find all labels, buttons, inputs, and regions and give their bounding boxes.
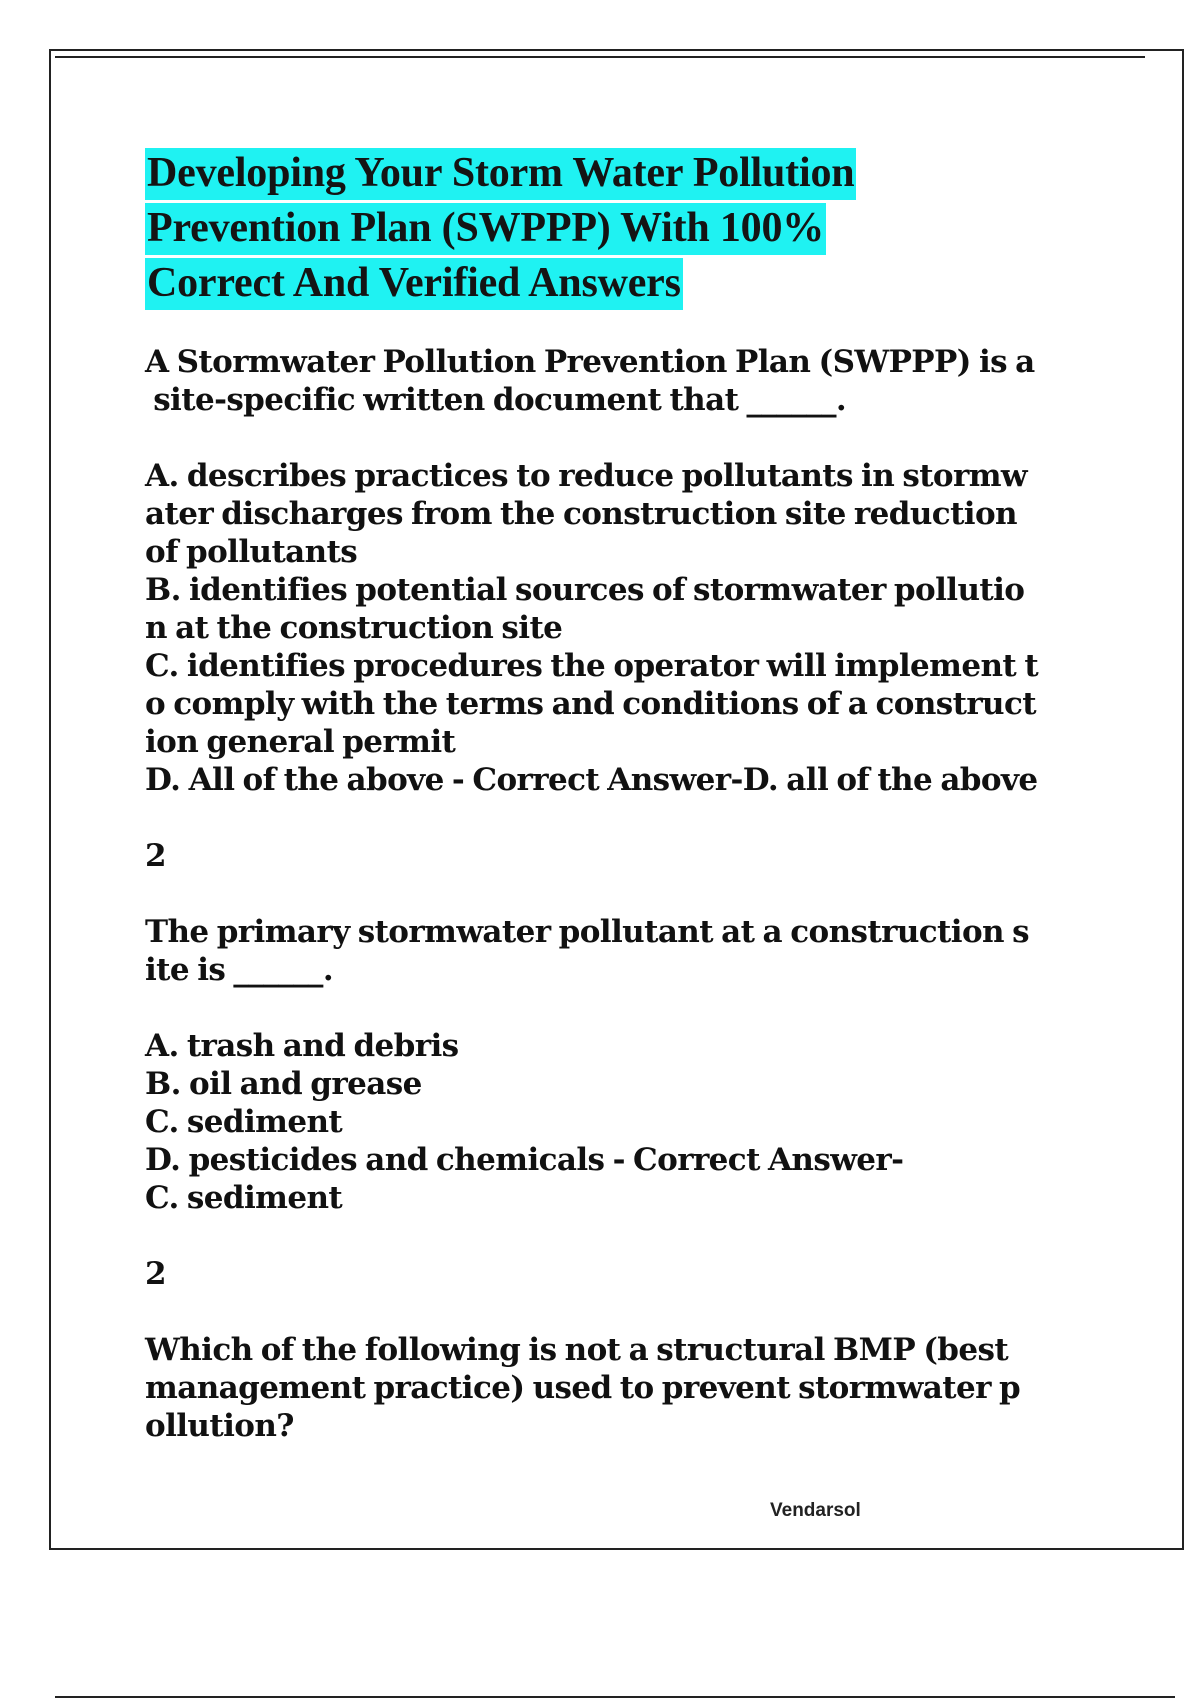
document-title [145,146,1085,311]
question-3-text-line: ollution? [145,1408,294,1444]
question-3-text-line: Which of the following is not a structural BMP (best [145,1332,1009,1368]
question-1-option-line: C. identifies procedures the operator will implement t [145,648,1039,684]
footer-brand: Vendarsol [770,1500,861,1521]
question-1-text-line: A Stormwater Pollution Prevention Plan (SWPPP) is a [145,344,1035,380]
question-1-text-line: site-specific written document that ______. [145,382,847,418]
question-2-text-line: ite is ______. [145,952,334,988]
question-1-option-line: ion general permit [145,724,456,760]
question-1-option-line: A. describes practices to reduce pollutants in stormw [145,458,1028,494]
title-line-1: Developing Your Storm Water Pollution [145,148,856,200]
question-2-answer-line: C. sediment [145,1180,343,1216]
question-1-option-line: of pollutants [145,534,358,570]
question-2-option-line: A. trash and debris [145,1028,459,1064]
question-1-option-line: n at the construction site [145,610,563,646]
question-2-option-line: C. sediment [145,1104,343,1140]
question-1-option-line: ater discharges from the construction site reduction [145,496,1017,532]
document-content [145,146,1085,1445]
question-2-text-line: The primary stormwater pollutant at a construction s [145,914,1029,950]
bottom-rule [55,1696,1175,1698]
title-line-3: Correct And Verified Answers [145,258,683,310]
question-2-points: 2 [145,1256,166,1292]
question-2 [145,913,1085,1331]
question-3 [145,1331,1085,1445]
question-3-text-line: management practice) used to prevent stormwater p [145,1370,1021,1406]
question-1-option-line: o comply with the terms and conditions of a construct [145,686,1036,722]
top-rule [55,56,1145,58]
question-2-option-line: B. oil and grease [145,1066,422,1102]
title-line-2: Prevention Plan (SWPPP) With 100% [145,203,826,255]
question-1-points: 2 [145,838,166,874]
question-1-answer-line: D. All of the above - Correct Answer-D. all of the above [145,762,1038,798]
question-2-answer-line: D. pesticides and chemicals - Correct Answer- [145,1142,904,1178]
question-1-option-line: B. identifies potential sources of stormwater pollutio [145,572,1025,608]
question-1 [145,343,1085,913]
